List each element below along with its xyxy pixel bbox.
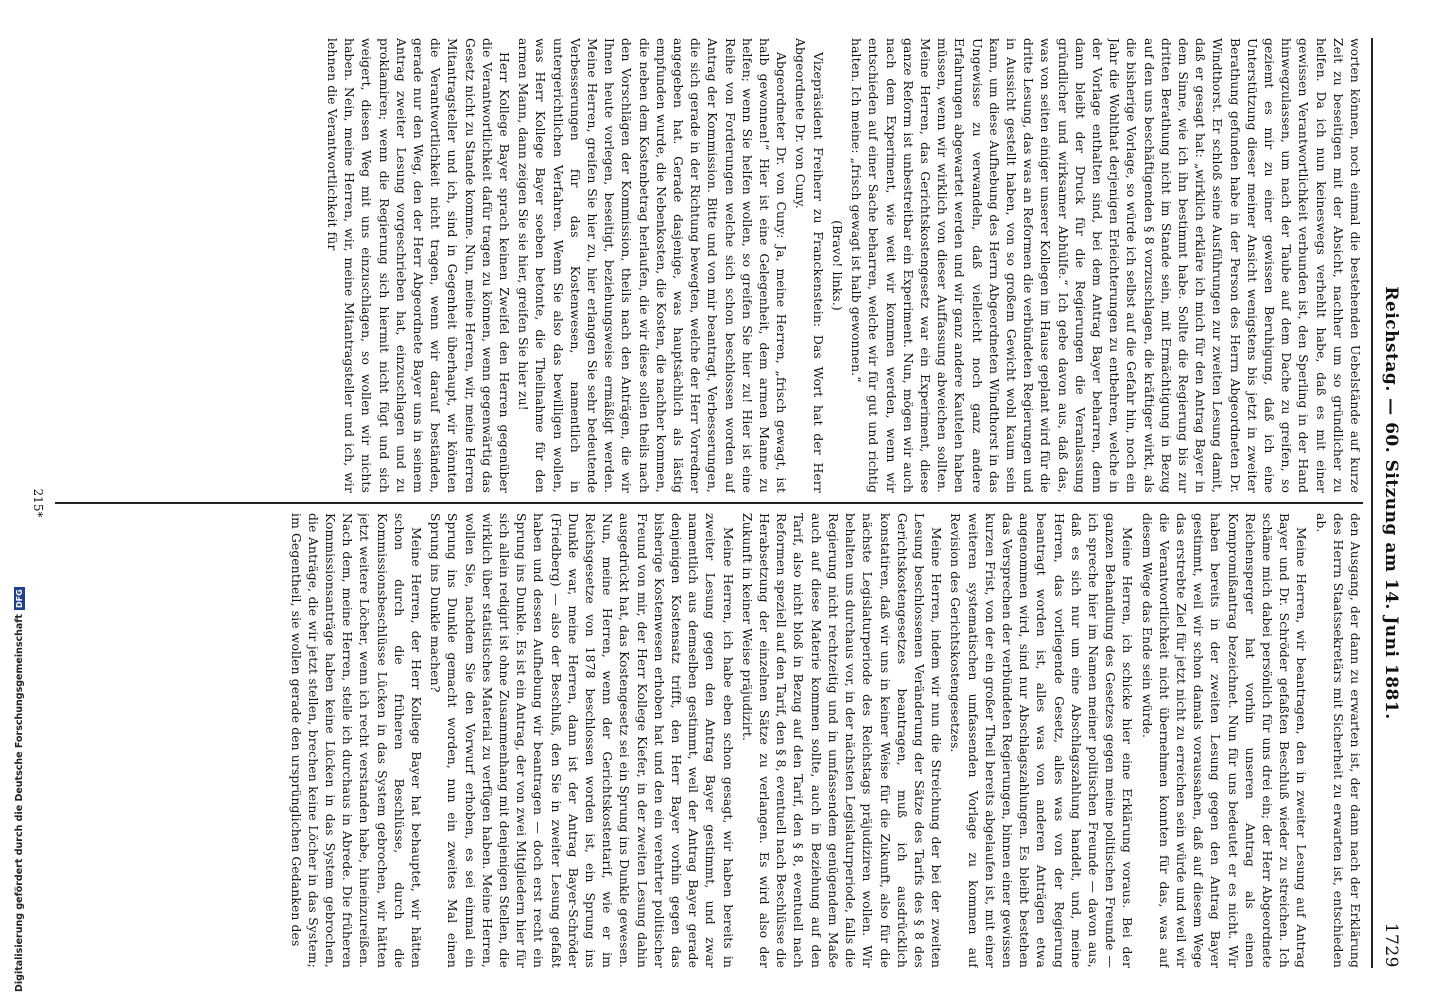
paragraph: den Ausgang, der dann zu erwarten ist, der dann nach der Erklärung des Herrn Staatssekretärs mit Sicherheit zu erwarten ist, entschieden ab. <box>1313 513 1362 968</box>
signature-mark: 215* <box>31 488 45 518</box>
paragraph: Meine Herren, ich habe eben schon gesagt, wir haben bereits in zweiter Lesung gegen den Antrag Bayer gestimmt, und zwar namentlich aus demselben gestimmt, weil der Antrag Bayer gerade denjenigen Kostensatz trifft, den Herr Bayer vorhin gegen das bisherige Kostenwesen erhoben hat und den ein verehrter politischer Freund von mir, der Herr Kollege Kiefer, in der zweiten Lesung dahin ausgedrückt hat, das Kostengesetz sei ein Sprung ins Dunkle gewesen. Nun, meine Herren, wenn der Gerichtskostentarif, wie er im Reichsgesetze von 1878 beschlossen worden ist, ein Sprung ins Dunkle war, meine Herren, dann ist der Antrag Bayer-Schröder (Friedberg) — also der Beschluß, den Sie in zweiter Lesung gefaßt haben und dessen Aufhebung wir beantragen — doch erst recht ein Sprung ins Dunkle. Es ist ein Antrag, der von zwei Mitgliedern hier für sich allein redigirt ist ohne Zusammenhang mit denjenigen Stellen, die wirklich über statistisches Material zu verfügen haben. Meine Herren, wollen Sie, nachdem Sie den Vorwurf erhoben, es sei einmal ein Sprung ins Dunkle gemacht worden, nun ein zweites Mal einen Sprung ins Dunkle machen? <box>428 513 735 968</box>
digitization-credit <box>0 0 25 1000</box>
paragraph: Vizepräsident Freiherr zu Franckenstein: Das Wort hat der Herr Abgeordnete Dr. von Cuny. <box>793 38 825 493</box>
book-page <box>15 8 1425 998</box>
paragraph: Herr Kollege Bayer sprach keinen Zweifel den Herren gegenüber die Verantwortlichkeit dafür tragen zu können, wenn gegenwärtig das Gesetz nicht zu Stande komme. Nun, meine Herren, wir, meine Herren Mitantragsteller und ich, sind in Gegenheit überhaupt, wir könnten die Verantwortlichkeit nicht tragen, wenn wir darauf beständen, gerade nur den Weg, den der Herr Abgeordnete Bayer uns in seinem Antrag zweiter Lesung vorgeschrieben hat, einzuschlagen und zu proklamiren; wenn die Regierung sich hiermit nicht fügt und sich weigert, diesen Weg mit uns einzuschlagen, so wollen wir nichts haben. Nein, meine Herren, wir, meine Mitantragsteller und ich, wir lehnen die Verantwortlichkeit für <box>325 38 512 493</box>
dfg-logo-icon: DFG <box>15 589 24 609</box>
paragraph: (Bravo! links.) <box>829 220 844 311</box>
paragraph: worten können, noch einmal die bestehenden Uebelstände auf kurze Zeit zu beseitigen mit der Absicht, nachher um so gründlicher zu helfen. Da ich nun keineswegs verhehlt habe, daß es mit einer gewissen Verantwortlichkeit verbunden ist, den Sperling in der Hand hinwegzulassen, um nach der Taube auf dem Dache zu greifen, so geziemt es mir zu einer gewissen Beruhigung, daß ich eine Unterstützung dieser meiner Ansicht wenigstens bis jetzt in zweiter Berathung gefunden habe in der Person des Herrn Abgeordneten Dr. Windthorst. Er schloß seine Ausführungen zur zweiten Lesung damit, daß er gesagt hat: „wirklich erkläre ich mich für den Antrag Bayer in dem Sinne, wie ich ihn bestimmt habe. Sollte die Regierung bis zur dritten Berathung nicht im Stande sein, mit Ermächtigung in Bezug auf den uns beschäftigenden § 8 vorzuschlagen, die kräftiger wirkt, als die bisherige Vorlage, so würde ich selbst auf die Gefahr hin, noch ein Jahr die Wohlthat derjenigen Erleichterungen zu entbehren, welche in der Vorlage enthalten sind, bei dem Antrag Bayer beharren, denn dann bleibt der Druck für die Regierungen die Veranlassung gründlicher und wirksamer Abhülfe.“ Ich gebe davon aus, daß das, was von seiten einiger unserer Kollegen im Hause geplant wird für die dritte Lesung, das was an Reformen die verbündeten Regierungen und in Aussicht gestellt haben, von so großem Gewicht wohl kaum sein kann, um diese Aufhebung des Herrn Abgeordneten Windthorst in das Ungewisse zu verwandeln, daß vielleicht noch ganz andere Erfahrungen abgewartet werden und wir ganz andere Kautelen haben müssen, wenn wir wirklich von dieser Auffassung abweichen sollten. Meine Herren, das Gerichtskostengesetz war ein Experiment, diese ganze Reform ist unbestreitbar ein Experiment. Nun, mögen wir auch nach dem Experiment, wie weit wir kommen werden, wenn wir entschieden auf einer Sache beharren, welche wir für gut und richtig halten. Ich meine: „frisch gewagt ist halb gewonnen.“ <box>849 38 1362 493</box>
credit-line <box>14 587 25 992</box>
page-number: 1729 <box>1381 922 1401 968</box>
credit-text: Digitalisierung gefördert durch die Deutsche Forschungsgemeinschaft <box>14 614 25 992</box>
text-columns <box>55 38 1363 968</box>
paragraph: Meine Herren, indem wir nun die Streichung der bei der zweiten Lesung beschlossenen Veränderung der Sätze des Tarifs des § 8 des Gerichtskostengesetzes beantragen, muß ich ausdrücklich konstatiren, daß wir uns in keiner Weise für die Zukunft, also für die nächste Legislaturperiode des Reichstags präjudiziren wollen. Wir behalten uns durchaus vor, in der nächsten Legislaturperiode, falls die Regierung nicht rechtzeitig und in umfassendem genügendem Maße auch auf diese Materie kommen sollte, auch in Beziehung auf den Tarif, also nicht bloß in Bezug auf den Tarif, den § 8, eventuell nach Reformen speziell auf den Tarif, den § 8, eventuell nach Beschlüsse die Herabsetzung der einzelnen Sätze zu verlangen. Es wird also der Zukunft in keiner Weise präjudizirt. <box>739 513 944 968</box>
right-column <box>55 513 1363 968</box>
paragraph: Meine Herren, der Herr Kollege Bayer hat behauptet, wir hätten schon durch die früheren Beschlüsse, durch die Kommissionsbeschlüsse Lücken in das System gebrochen, wir hätten jetzt weitere Löcher, wenn ich recht verstanden habe, hineinzureißen. Nach dem, meine Herren, stelle ich durchaus in Abrede. Die früheren Kommissionsanträge haben keine Lücken in das System gebrochen, die Anträge, die wir jetzt stellen, brechen keine Löcher in das System; im Gegentheil, sie wollen gerade den ursprünglichen Gedanken des <box>288 513 424 968</box>
running-header <box>1371 38 1403 968</box>
paragraph: Meine Herren, wir beantragen, den in zweiter Lesung auf Antrag Bayer und Dr. Schröder gefaßten Beschluß wieder zu streichen. Ich schäme mich dabei persönlich für uns drei ein; der Herr Abgeordnete Reichensperger hat vorhin unseren Antrag als einen Kompromißantrag bezeichnet. Nun für uns bedeutet er es nicht. Wir haben bereits in der zweiten Lesung gegen den Antrag Bayer gestimmt, weil wir schon damals voraussahen, daß auf diesem Wege das erstrebte Ziel für jetzt nicht zu erreichen sein würde und weil wir die Verantwortlichkeit nicht übernehmen konnten für das, was auf diesem Wege das Ende sein würde. <box>1139 513 1309 968</box>
header-title: Reichstag. — 60. Sitzung am 14. Juni 1881. <box>1381 286 1401 720</box>
left-column <box>55 38 1363 493</box>
column-divider <box>55 502 1363 504</box>
paragraph: Meine Herren, ich schicke hier eine Erklärung voraus. Bei der ganzen Behandlung des Gesetzes gegen meine politischen Freunde — ich spreche hier im Namen meiner politischen Freunde — davon aus, daß es sich nur um eine Abschlagszahlung handelt, und, meine Herren, das vorliegende Gesetz, alles was von der Regierung beantragt worden ist, alles was von anderen Anträgen etwa angenommen wird, sind nur Abschlagszahlungen. Es bleibt bestehen das Versprechen der verbündeten Regierungen, binnen einer gewissen kurzen Frist, von der ein großer Theil bereits abgelaufen ist, mit einer weiteren systematischen umfassenden Vorlage zu kommen auf Revision des Gerichtskostengesetzes. <box>948 513 1135 968</box>
paragraph: Abgeordneter Dr. von Cuny: Ja, meine Herren, „frisch gewagt, ist halb gewonnen!“ Hier ist eine Gelegenheit, dem armen Manne zu helfen; wenn Sie helfen wollen, so greifen Sie hier zu! Hier ist eine Reihe von Forderungen welche sich schon beschlossen worden auf Antrag der Kommission. Bitte und von mir beantragt, Verbesserungen, die sich gerade in der Richtung bewegten, welche der Herr Vorredner angegeben hat. Gerade dasjenige, was hauptsächlich als lästig empfunden wurde, die Nebenkosten, die Kosten, die nachher kommen, die neben dem Kostenbetrag herlaufen, die wir diese sollen theils nach den Vorschlägen der Kommission, theils nach den Anträgen, die wir Ihnen heute vorlegen, beseitigt, beziehungsweise ermäßigt werden. Meine Herren, greifen Sie hier zu, hier erlangen Sie sehr bedeutende Verbesserungen für das Kostenwesen, namentlich in untergerichtlichen Verfahren. Wenn Sie also das bewilligen wollen, was Herr Kollege Bayer soeben betonte, die Theilnahme für den armen Mann, dann zeigen Sie sie hier, greifen Sie hier zu! <box>516 38 789 493</box>
